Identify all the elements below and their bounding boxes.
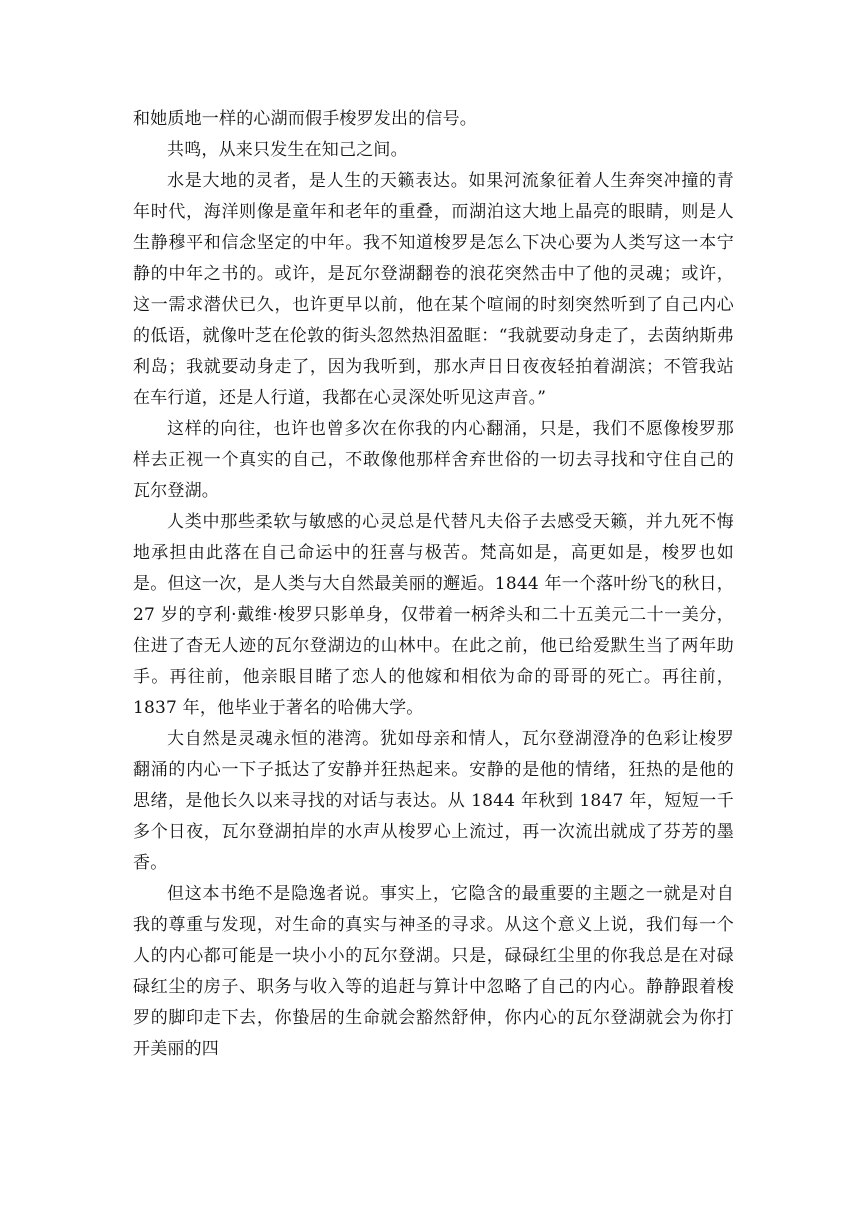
paragraph-7: 但这本书绝不是隐逸者说。事实上，它隐含的最重要的主题之一就是对自我的尊重与发现，对生命的真实与神圣的寻求。从这个意义上说，我们每一个人的内心都可能是一块小小的瓦尔登湖。只是，碌碌红尘里的你我总是在对碌碌红尘的房子、职务与收入等的追赶与算计中忽略了自己的内心。静静跟着梭罗的脚印走下去，你蛰居的生命就会豁然舒伸，你内心的瓦尔登湖就会为你打开美丽的四 bbox=[133, 884, 734, 1059]
paragraph-6: 大自然是灵魂永恒的港湾。犹如母亲和情人，瓦尔登湖澄净的色彩让梭罗翻涌的内心一下子抵达了安静并狂热起来。安静的是他的情绪，狂热的是他的思绪，是他长久以来寻找的对话与表达。从 1844 年秋到 1847 年，短短一千多个日夜，瓦尔登湖拍岸的水声从梭罗心上流过，再一次流出就成了芬芳的墨香。 bbox=[133, 729, 734, 873]
paragraph-1: 和她质地一样的心湖而假手梭罗发出的信号。 bbox=[133, 109, 477, 129]
article-body bbox=[133, 104, 734, 1065]
paragraph-3: 水是大地的灵者，是人生的天籁表达。如果河流象征着人生奔突冲撞的青年时代，海洋则像是童年和老年的重叠，而湖泊这大地上晶亮的眼睛，则是人生静穆平和信念坚定的中年。我不知道梭罗是怎么下决心要为人类写这一本宁静的中年之书的。或许，是瓦尔登湖翻卷的浪花突然击中了他的灵魂；或许，这一需求潜伏已久，也许更早以前，他在某个喧闹的时刻突然听到了自己内心的低语，就像叶芝在伦敦的街头忽然热泪盈眶：“我就要动身走了，去茵纳斯弗利岛；我就要动身走了，因为我听到，那水声日日夜夜轻拍着湖滨；不管我站在车行道，还是人行道，我都在心灵深处听见这声音。” bbox=[133, 171, 734, 408]
paragraph-5: 人类中那些柔软与敏感的心灵总是代替凡夫俗子去感受天籁，并九死不悔地承担由此落在自己命运中的狂喜与极苦。梵高如是，高更如是，梭罗也如是。但这一次，是人类与大自然最美丽的邂逅。1844 年一个落叶纷飞的秋日，27 岁的亨利·戴维·梭罗只影单身，仅带着一柄斧头和二十五美元二十一美分，住进了杳无人迹的瓦尔登湖边的山林中。在此之前，他已给爱默生当了两年助手。再往前，他亲眼目睹了恋人的他嫁和相依为命的哥哥的死亡。再往前，1837 年，他毕业于著名的哈佛大学。 bbox=[133, 512, 734, 718]
paragraph-4: 这样的向往，也许也曾多次在你我的内心翻涌，只是，我们不愿像梭罗那样去正视一个真实的自己，不敢像他那样舍弃世俗的一切去寻找和守住自己的瓦尔登湖。 bbox=[133, 419, 734, 501]
paragraph-2: 共鸣，从来只发生在知己之间。 bbox=[167, 140, 408, 160]
